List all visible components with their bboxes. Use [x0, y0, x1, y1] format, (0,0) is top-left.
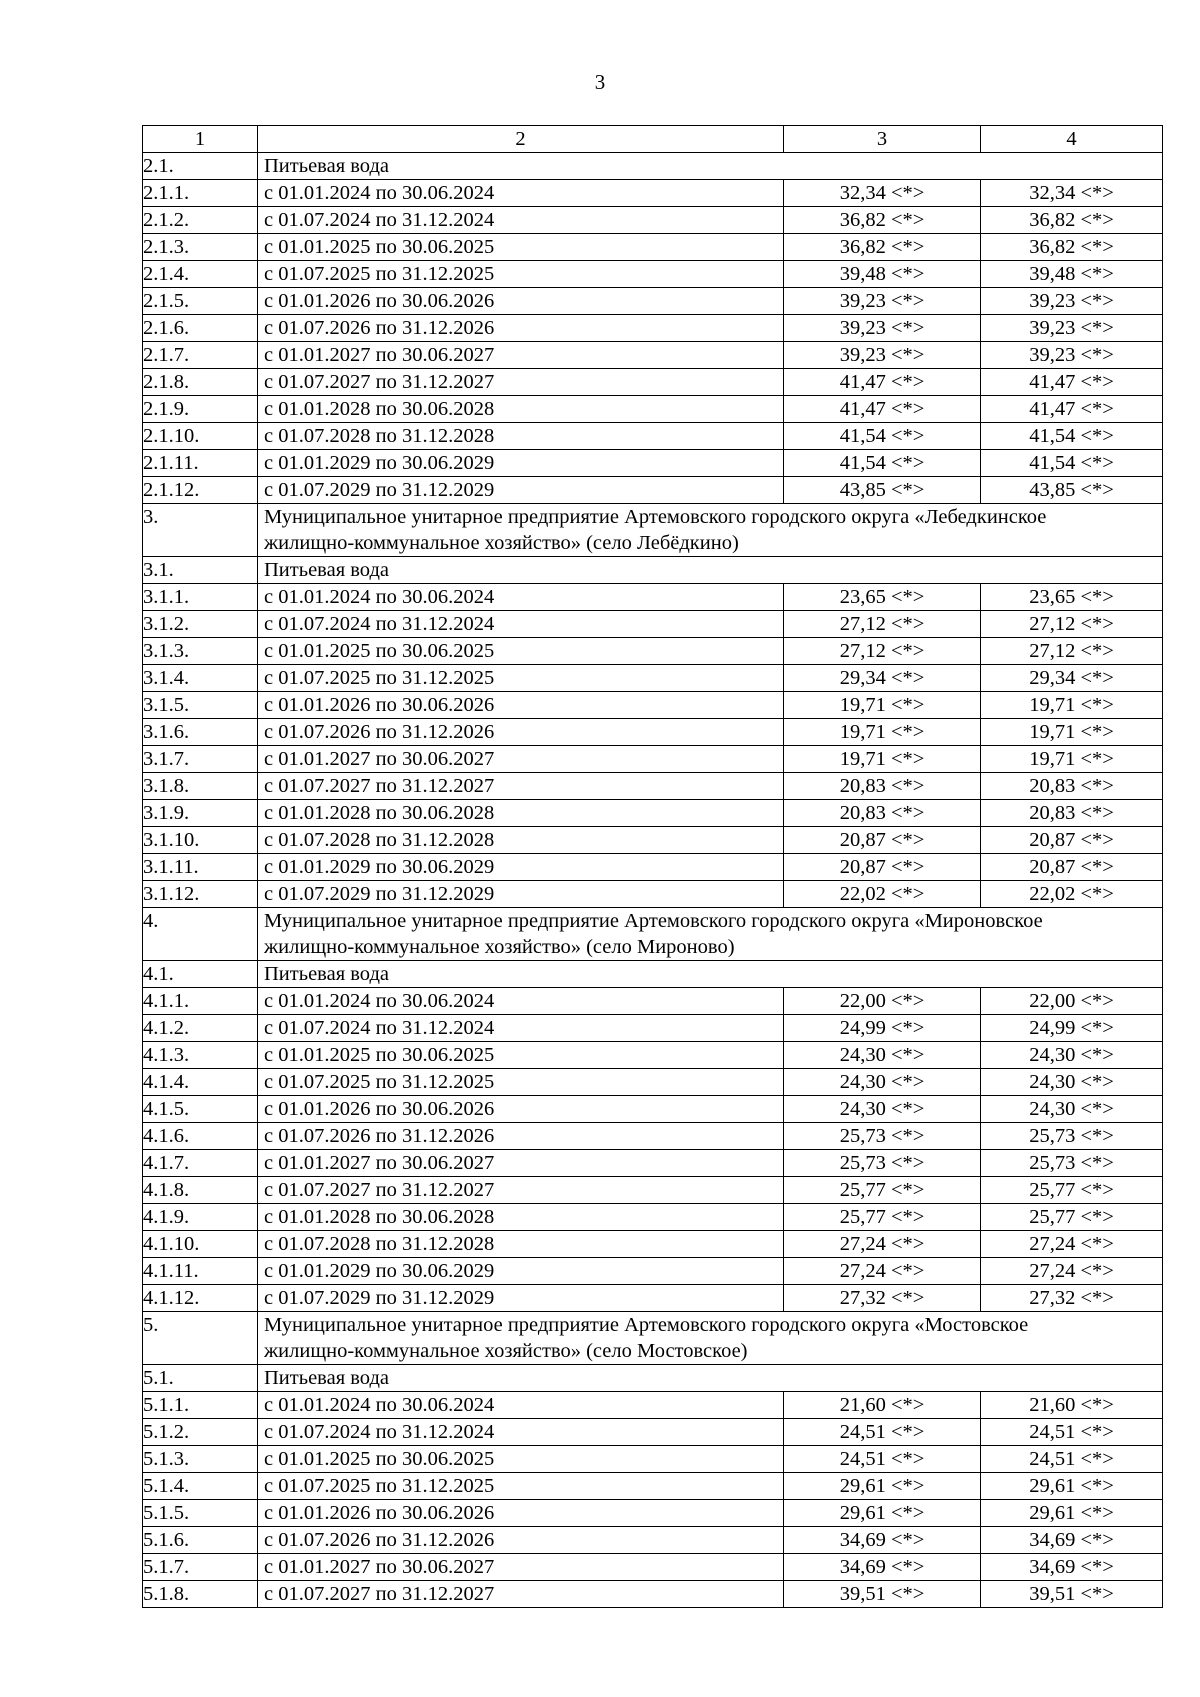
row-value-col4: 19,71 <*> [981, 746, 1163, 773]
row-code: 4. [143, 908, 258, 961]
row-code: 2.1.9. [143, 396, 258, 423]
row-period: с 01.07.2029 по 31.12.2029 [258, 1285, 784, 1312]
row-period: с 01.07.2025 по 31.12.2025 [258, 665, 784, 692]
section-subheader: Питьевая вода [258, 1365, 1163, 1392]
table-row [143, 477, 1163, 504]
row-value-col4: 20,83 <*> [981, 800, 1163, 827]
table-row [143, 315, 1163, 342]
row-value-col3: 41,47 <*> [784, 396, 981, 423]
table-row [143, 450, 1163, 477]
row-period: с 01.07.2028 по 31.12.2028 [258, 827, 784, 854]
table-row [143, 881, 1163, 908]
table-row [143, 1392, 1163, 1419]
row-value-col3: 39,48 <*> [784, 261, 981, 288]
row-code: 2.1.10. [143, 423, 258, 450]
row-code: 4.1.1. [143, 988, 258, 1015]
table-row [143, 1473, 1163, 1500]
row-period: с 01.01.2024 по 30.06.2024 [258, 180, 784, 207]
row-code: 2.1. [143, 153, 258, 180]
table-row [143, 1419, 1163, 1446]
table-row [143, 1123, 1163, 1150]
organization-name: Муниципальное унитарное предприятие Артемовского городского округа «Мостовское жилищно-коммунальное хозяйство» (село Мостовское) [258, 1312, 1163, 1365]
row-value-col3: 29,61 <*> [784, 1473, 981, 1500]
row-period: с 01.07.2027 по 31.12.2027 [258, 773, 784, 800]
table-row [143, 261, 1163, 288]
row-value-col4: 41,47 <*> [981, 396, 1163, 423]
row-value-col4: 27,24 <*> [981, 1231, 1163, 1258]
row-value-col3: 25,73 <*> [784, 1123, 981, 1150]
table-row [143, 719, 1163, 746]
table-row [143, 1446, 1163, 1473]
table-row [143, 1150, 1163, 1177]
row-period: с 01.01.2029 по 30.06.2029 [258, 854, 784, 881]
row-code: 5.1.5. [143, 1500, 258, 1527]
row-code: 5.1.1. [143, 1392, 258, 1419]
row-value-col4: 20,83 <*> [981, 773, 1163, 800]
row-code: 3.1.5. [143, 692, 258, 719]
row-value-col4: 21,60 <*> [981, 1392, 1163, 1419]
section-subheader-row [143, 961, 1163, 988]
table-row [143, 638, 1163, 665]
row-value-col3: 39,23 <*> [784, 288, 981, 315]
row-code: 4.1.7. [143, 1150, 258, 1177]
row-code: 3.1.6. [143, 719, 258, 746]
organization-row [143, 504, 1163, 557]
row-code: 4.1.5. [143, 1096, 258, 1123]
page-number: 3 [594, 70, 606, 94]
row-value-col3: 27,24 <*> [784, 1231, 981, 1258]
row-value-col3: 41,47 <*> [784, 369, 981, 396]
row-code: 5.1.6. [143, 1527, 258, 1554]
table-row [143, 746, 1163, 773]
row-value-col4: 29,61 <*> [981, 1473, 1163, 1500]
row-code: 3.1.10. [143, 827, 258, 854]
row-value-col3: 39,51 <*> [784, 1581, 981, 1608]
row-period: с 01.07.2024 по 31.12.2024 [258, 1419, 784, 1446]
row-value-col3: 19,71 <*> [784, 719, 981, 746]
row-code: 4.1.9. [143, 1204, 258, 1231]
row-period: с 01.01.2025 по 30.06.2025 [258, 638, 784, 665]
row-code: 2.1.8. [143, 369, 258, 396]
row-period: с 01.01.2026 по 30.06.2026 [258, 288, 784, 315]
row-value-col3: 24,30 <*> [784, 1042, 981, 1069]
row-period: с 01.07.2025 по 31.12.2025 [258, 261, 784, 288]
row-period: с 01.01.2029 по 30.06.2029 [258, 1258, 784, 1285]
row-code: 4.1.11. [143, 1258, 258, 1285]
row-code: 3.1.4. [143, 665, 258, 692]
row-code: 3.1.12. [143, 881, 258, 908]
row-value-col3: 20,83 <*> [784, 800, 981, 827]
table-row [143, 369, 1163, 396]
row-code: 4.1.2. [143, 1015, 258, 1042]
row-period: с 01.07.2024 по 31.12.2024 [258, 611, 784, 638]
tariff-table [142, 125, 1163, 1608]
row-value-col4: 25,73 <*> [981, 1150, 1163, 1177]
row-value-col4: 24,51 <*> [981, 1419, 1163, 1446]
row-period: с 01.01.2024 по 30.06.2024 [258, 988, 784, 1015]
row-value-col4: 24,51 <*> [981, 1446, 1163, 1473]
row-value-col3: 25,73 <*> [784, 1150, 981, 1177]
row-period: с 01.01.2026 по 30.06.2026 [258, 692, 784, 719]
row-period: с 01.01.2025 по 30.06.2025 [258, 1042, 784, 1069]
column-header: 1 [143, 126, 258, 153]
table-row [143, 396, 1163, 423]
section-subheader-row [143, 557, 1163, 584]
table-row [143, 827, 1163, 854]
row-code: 4.1.12. [143, 1285, 258, 1312]
row-period: с 01.01.2024 по 30.06.2024 [258, 584, 784, 611]
section-subheader: Питьевая вода [258, 557, 1163, 584]
row-value-col3: 24,99 <*> [784, 1015, 981, 1042]
row-value-col4: 24,30 <*> [981, 1069, 1163, 1096]
row-value-col4: 24,30 <*> [981, 1096, 1163, 1123]
row-value-col4: 29,61 <*> [981, 1500, 1163, 1527]
row-code: 5.1.7. [143, 1554, 258, 1581]
row-value-col3: 43,85 <*> [784, 477, 981, 504]
row-value-col4: 39,23 <*> [981, 288, 1163, 315]
row-value-col3: 19,71 <*> [784, 746, 981, 773]
row-value-col3: 20,83 <*> [784, 773, 981, 800]
table-row [143, 1042, 1163, 1069]
row-value-col3: 34,69 <*> [784, 1527, 981, 1554]
row-code: 3.1.2. [143, 611, 258, 638]
table-row [143, 1527, 1163, 1554]
table-row [143, 665, 1163, 692]
row-code: 2.1.5. [143, 288, 258, 315]
table-header-row [143, 126, 1163, 153]
table-row [143, 1177, 1163, 1204]
row-code: 5.1.2. [143, 1419, 258, 1446]
row-period: с 01.01.2028 по 30.06.2028 [258, 1204, 784, 1231]
row-code: 5.1.4. [143, 1473, 258, 1500]
row-period: с 01.01.2027 по 30.06.2027 [258, 1150, 784, 1177]
row-value-col3: 36,82 <*> [784, 207, 981, 234]
row-period: с 01.07.2028 по 31.12.2028 [258, 423, 784, 450]
row-value-col3: 41,54 <*> [784, 423, 981, 450]
table-row [143, 342, 1163, 369]
table-row [143, 584, 1163, 611]
row-value-col4: 36,82 <*> [981, 234, 1163, 261]
row-value-col4: 39,48 <*> [981, 261, 1163, 288]
row-value-col3: 39,23 <*> [784, 315, 981, 342]
row-value-col4: 23,65 <*> [981, 584, 1163, 611]
column-header: 4 [981, 126, 1163, 153]
row-code: 3.1. [143, 557, 258, 584]
row-period: с 01.07.2029 по 31.12.2029 [258, 881, 784, 908]
row-value-col4: 39,23 <*> [981, 342, 1163, 369]
row-period: с 01.07.2026 по 31.12.2026 [258, 1123, 784, 1150]
table-row [143, 1554, 1163, 1581]
row-value-col4: 29,34 <*> [981, 665, 1163, 692]
row-period: с 01.01.2027 по 30.06.2027 [258, 342, 784, 369]
table-row [143, 1500, 1163, 1527]
table-row [143, 692, 1163, 719]
section-subheader: Питьевая вода [258, 153, 1163, 180]
row-period: с 01.01.2026 по 30.06.2026 [258, 1096, 784, 1123]
table-row [143, 1258, 1163, 1285]
row-period: с 01.01.2029 по 30.06.2029 [258, 450, 784, 477]
row-value-col3: 36,82 <*> [784, 234, 981, 261]
row-value-col3: 24,51 <*> [784, 1446, 981, 1473]
row-period: с 01.07.2029 по 31.12.2029 [258, 477, 784, 504]
row-period: с 01.07.2026 по 31.12.2026 [258, 1527, 784, 1554]
row-value-col3: 25,77 <*> [784, 1204, 981, 1231]
row-value-col4: 32,34 <*> [981, 180, 1163, 207]
row-value-col3: 25,77 <*> [784, 1177, 981, 1204]
row-value-col3: 27,32 <*> [784, 1285, 981, 1312]
row-period: с 01.01.2028 по 30.06.2028 [258, 800, 784, 827]
row-code: 3. [143, 504, 258, 557]
column-header: 3 [784, 126, 981, 153]
organization-row [143, 908, 1163, 961]
row-value-col3: 20,87 <*> [784, 854, 981, 881]
row-value-col3: 20,87 <*> [784, 827, 981, 854]
row-period: с 01.07.2024 по 31.12.2024 [258, 207, 784, 234]
row-value-col3: 29,34 <*> [784, 665, 981, 692]
row-code: 4.1.10. [143, 1231, 258, 1258]
row-value-col4: 25,73 <*> [981, 1123, 1163, 1150]
row-period: с 01.01.2027 по 30.06.2027 [258, 1554, 784, 1581]
row-code: 4.1. [143, 961, 258, 988]
row-code: 3.1.3. [143, 638, 258, 665]
row-period: с 01.01.2026 по 30.06.2026 [258, 1500, 784, 1527]
row-code: 2.1.3. [143, 234, 258, 261]
row-value-col4: 25,77 <*> [981, 1177, 1163, 1204]
tariff-table-body [143, 126, 1163, 1608]
row-value-col3: 34,69 <*> [784, 1554, 981, 1581]
table-row [143, 773, 1163, 800]
row-value-col4: 20,87 <*> [981, 854, 1163, 881]
row-value-col4: 39,51 <*> [981, 1581, 1163, 1608]
section-subheader-row [143, 1365, 1163, 1392]
row-period: с 01.01.2025 по 30.06.2025 [258, 234, 784, 261]
row-period: с 01.01.2025 по 30.06.2025 [258, 1446, 784, 1473]
section-subheader-row [143, 153, 1163, 180]
row-period: с 01.07.2027 по 31.12.2027 [258, 1177, 784, 1204]
row-value-col4: 19,71 <*> [981, 719, 1163, 746]
row-value-col4: 25,77 <*> [981, 1204, 1163, 1231]
row-value-col3: 19,71 <*> [784, 692, 981, 719]
row-value-col4: 19,71 <*> [981, 692, 1163, 719]
row-code: 3.1.8. [143, 773, 258, 800]
table-row [143, 1015, 1163, 1042]
row-value-col4: 22,00 <*> [981, 988, 1163, 1015]
row-code: 4.1.3. [143, 1042, 258, 1069]
row-period: с 01.01.2027 по 30.06.2027 [258, 746, 784, 773]
row-code: 2.1.1. [143, 180, 258, 207]
row-code: 5.1. [143, 1365, 258, 1392]
row-value-col3: 24,30 <*> [784, 1096, 981, 1123]
table-row [143, 1204, 1163, 1231]
row-value-col3: 32,34 <*> [784, 180, 981, 207]
row-value-col3: 27,12 <*> [784, 638, 981, 665]
row-value-col4: 27,24 <*> [981, 1258, 1163, 1285]
row-value-col4: 39,23 <*> [981, 315, 1163, 342]
row-value-col4: 34,69 <*> [981, 1554, 1163, 1581]
table-row [143, 611, 1163, 638]
table-row [143, 234, 1163, 261]
table-row [143, 854, 1163, 881]
row-code: 2.1.11. [143, 450, 258, 477]
section-subheader: Питьевая вода [258, 961, 1163, 988]
table-row [143, 1069, 1163, 1096]
row-period: с 01.07.2027 по 31.12.2027 [258, 1581, 784, 1608]
row-period: с 01.07.2025 по 31.12.2025 [258, 1473, 784, 1500]
row-code: 3.1.11. [143, 854, 258, 881]
table-row [143, 288, 1163, 315]
row-value-col3: 22,00 <*> [784, 988, 981, 1015]
table-row [143, 1231, 1163, 1258]
row-code: 4.1.6. [143, 1123, 258, 1150]
row-code: 2.1.6. [143, 315, 258, 342]
row-period: с 01.07.2024 по 31.12.2024 [258, 1015, 784, 1042]
table-row [143, 1096, 1163, 1123]
row-value-col3: 24,51 <*> [784, 1419, 981, 1446]
row-value-col3: 29,61 <*> [784, 1500, 981, 1527]
row-value-col4: 20,87 <*> [981, 827, 1163, 854]
row-period: с 01.07.2028 по 31.12.2028 [258, 1231, 784, 1258]
row-code: 3.1.7. [143, 746, 258, 773]
row-value-col4: 27,12 <*> [981, 638, 1163, 665]
row-code: 2.1.7. [143, 342, 258, 369]
row-value-col3: 39,23 <*> [784, 342, 981, 369]
row-value-col3: 27,24 <*> [784, 1258, 981, 1285]
row-value-col3: 24,30 <*> [784, 1069, 981, 1096]
row-period: с 01.01.2028 по 30.06.2028 [258, 396, 784, 423]
row-value-col4: 36,82 <*> [981, 207, 1163, 234]
row-period: с 01.07.2027 по 31.12.2027 [258, 369, 784, 396]
row-period: с 01.07.2026 по 31.12.2026 [258, 315, 784, 342]
row-period: с 01.07.2026 по 31.12.2026 [258, 719, 784, 746]
table-row [143, 180, 1163, 207]
row-value-col4: 41,47 <*> [981, 369, 1163, 396]
table-row [143, 207, 1163, 234]
row-value-col4: 27,32 <*> [981, 1285, 1163, 1312]
table-row [143, 1285, 1163, 1312]
table-row [143, 423, 1163, 450]
row-value-col4: 43,85 <*> [981, 477, 1163, 504]
row-value-col4: 41,54 <*> [981, 423, 1163, 450]
row-value-col4: 24,99 <*> [981, 1015, 1163, 1042]
row-value-col3: 23,65 <*> [784, 584, 981, 611]
row-code: 2.1.12. [143, 477, 258, 504]
column-header: 2 [258, 126, 784, 153]
row-period: с 01.01.2024 по 30.06.2024 [258, 1392, 784, 1419]
table-row [143, 1581, 1163, 1608]
row-value-col4: 22,02 <*> [981, 881, 1163, 908]
row-code: 4.1.4. [143, 1069, 258, 1096]
row-period: с 01.07.2025 по 31.12.2025 [258, 1069, 784, 1096]
row-code: 3.1.9. [143, 800, 258, 827]
row-value-col3: 27,12 <*> [784, 611, 981, 638]
organization-name: Муниципальное унитарное предприятие Артемовского городского округа «Лебедкинское жилищно-коммунальное хозяйство» (село Лебёдкино) [258, 504, 1163, 557]
row-value-col3: 41,54 <*> [784, 450, 981, 477]
row-value-col4: 41,54 <*> [981, 450, 1163, 477]
organization-row [143, 1312, 1163, 1365]
row-code: 2.1.4. [143, 261, 258, 288]
table-row [143, 988, 1163, 1015]
row-code: 5. [143, 1312, 258, 1365]
row-code: 2.1.2. [143, 207, 258, 234]
row-code: 4.1.8. [143, 1177, 258, 1204]
row-value-col4: 27,12 <*> [981, 611, 1163, 638]
table-row [143, 800, 1163, 827]
row-code: 3.1.1. [143, 584, 258, 611]
organization-name: Муниципальное унитарное предприятие Артемовского городского округа «Мироновское жилищно-коммунальное хозяйство» (село Мироново) [258, 908, 1163, 961]
row-code: 5.1.8. [143, 1581, 258, 1608]
row-value-col4: 34,69 <*> [981, 1527, 1163, 1554]
row-value-col3: 21,60 <*> [784, 1392, 981, 1419]
row-value-col3: 22,02 <*> [784, 881, 981, 908]
row-code: 5.1.3. [143, 1446, 258, 1473]
row-value-col4: 24,30 <*> [981, 1042, 1163, 1069]
